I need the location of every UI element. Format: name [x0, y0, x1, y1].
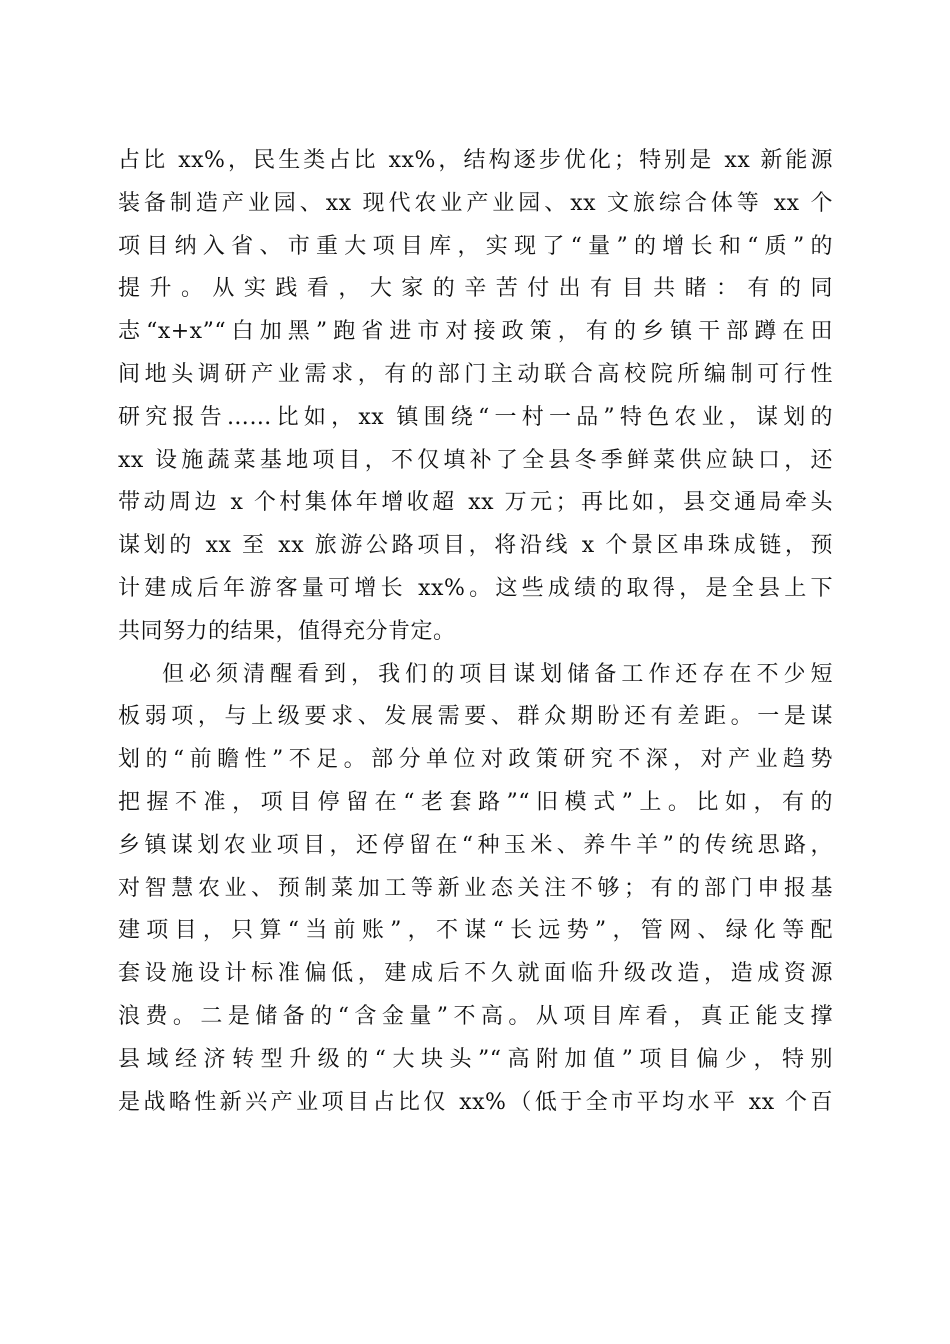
text-line: 项目纳入省、市重大项目库，实现了“量”的增长和“质”的: [118, 233, 833, 259]
text-line: 套设施设计标准偏低，建成后不久就面临升级改造，造成资源: [118, 961, 833, 987]
text-line: 共同努力的结果，值得充分肯定。: [118, 618, 456, 644]
text-line: 间地头调研产业需求，有的部门主动联合高校院所编制可行性: [118, 361, 833, 387]
text-line: 志“x+x”“白加黑”跑省进市对接政策，有的乡镇干部蹲在田: [118, 319, 833, 345]
text-line: 研究报告……比如，xx 镇围绕“一村一品”特色农业，谋划的: [118, 404, 833, 430]
text-line: 装备制造产业园、xx 现代农业产业园、xx 文旅综合体等 xx 个: [118, 190, 833, 216]
text-line: 但必须清醒看到，我们的项目谋划储备工作还存在不少短: [162, 661, 833, 687]
text-line: 乡镇谋划农业项目，还停留在“种玉米、养牛羊”的传统思路，: [118, 832, 833, 858]
text-line: 建项目，只算“当前账”，不谋“长远势”，管网、绿化等配: [118, 918, 833, 944]
text-line: 浪费。二是储备的“含金量”不高。从项目库看，真正能支撑: [118, 1003, 833, 1029]
document-body: [118, 140, 833, 1124]
text-line: 把握不准，项目停留在“老套路”“旧模式”上。比如，有的: [118, 789, 833, 815]
paragraph-shortcomings: [118, 654, 833, 1125]
paragraph-achievements: [118, 140, 833, 654]
text-line: 带动周边 x 个村集体年增收超 xx 万元；再比如，县交通局牵头: [118, 490, 833, 516]
text-line: 谋划的 xx 至 xx 旅游公路项目，将沿线 x 个景区串珠成链，预: [118, 533, 833, 559]
text-line: 县域经济转型升级的“大块头”“高附加值”项目偏少，特别: [118, 1046, 833, 1072]
text-line: 占比 xx%，民生类占比 xx%，结构逐步优化；特别是 xx 新能源: [118, 148, 833, 173]
text-line: 是战略性新兴产业项目占比仅 xx%（低于全市平均水平 xx 个百: [118, 1089, 833, 1115]
text-line: 提升。从实践看，大家的辛苦付出有目共睹：有的同: [118, 276, 833, 302]
text-line: 计建成后年游客量可增长 xx%。这些成绩的取得，是全县上下: [118, 575, 833, 601]
text-line: 划的“前瞻性”不足。部分单位对政策研究不深，对产业趋势: [118, 747, 833, 773]
text-line: 板弱项，与上级要求、发展需要、群众期盼还有差距。一是谋: [118, 704, 833, 730]
text-line: xx 设施蔬菜基地项目，不仅填补了全县冬季鲜菜供应缺口，还: [118, 447, 833, 473]
text-line: 对智慧农业、预制菜加工等新业态关注不够；有的部门申报基: [118, 875, 833, 901]
